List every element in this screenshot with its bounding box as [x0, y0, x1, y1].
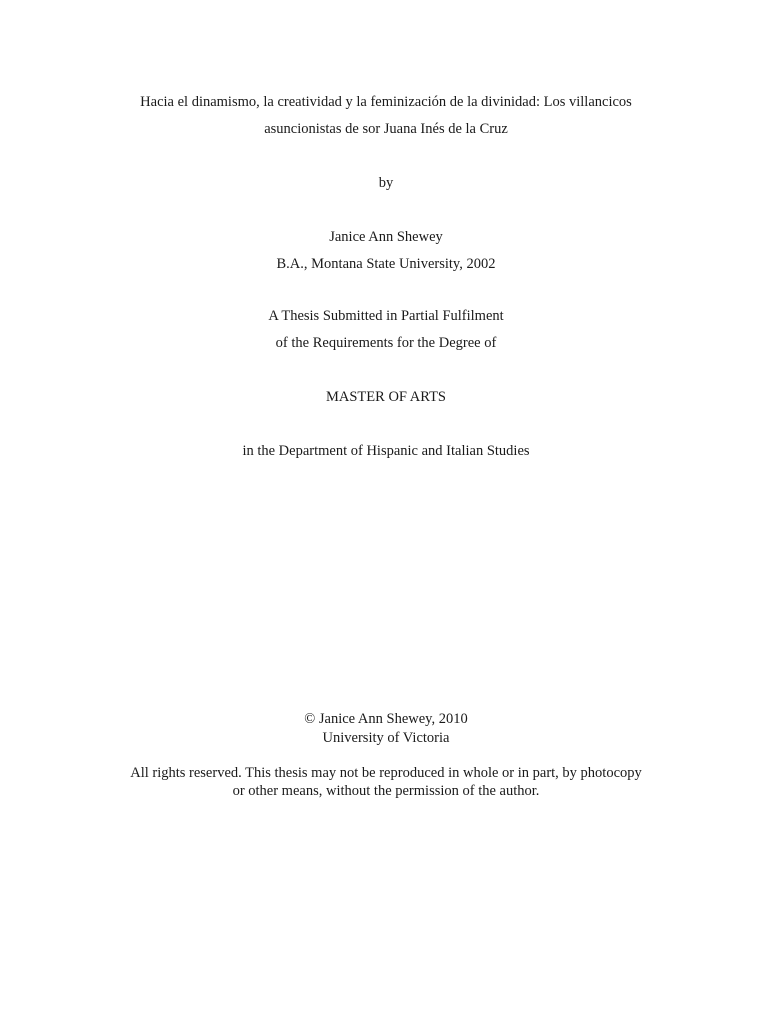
- university-name: University of Victoria: [322, 730, 450, 746]
- rights-statement-line-2: or other means, without the permission of the author.: [232, 783, 540, 799]
- copyright-notice: © Janice Ann Shewey, 2010: [304, 711, 468, 727]
- by-text: by: [378, 175, 394, 191]
- author-name: Janice Ann Shewey: [329, 229, 443, 245]
- submission-statement-line-1: A Thesis Submitted in Partial Fulfilment: [268, 308, 504, 324]
- department-name: in the Department of Hispanic and Italian Studies: [242, 443, 530, 459]
- degree-name: MASTER OF ARTS: [326, 389, 446, 405]
- submission-statement-line-2: of the Requirements for the Degree of: [275, 335, 497, 351]
- thesis-title-line-1: Hacia el dinamismo, la creatividad y la feminización de la divinidad: Los villancicos: [140, 94, 632, 110]
- author-prior-degree: B.A., Montana State University, 2002: [276, 256, 496, 272]
- rights-statement-line-1: All rights reserved. This thesis may not be reproduced in whole or in part, by photocopy: [130, 765, 642, 781]
- thesis-title-line-2: asuncionistas de sor Juana Inés de la Cruz: [264, 121, 508, 137]
